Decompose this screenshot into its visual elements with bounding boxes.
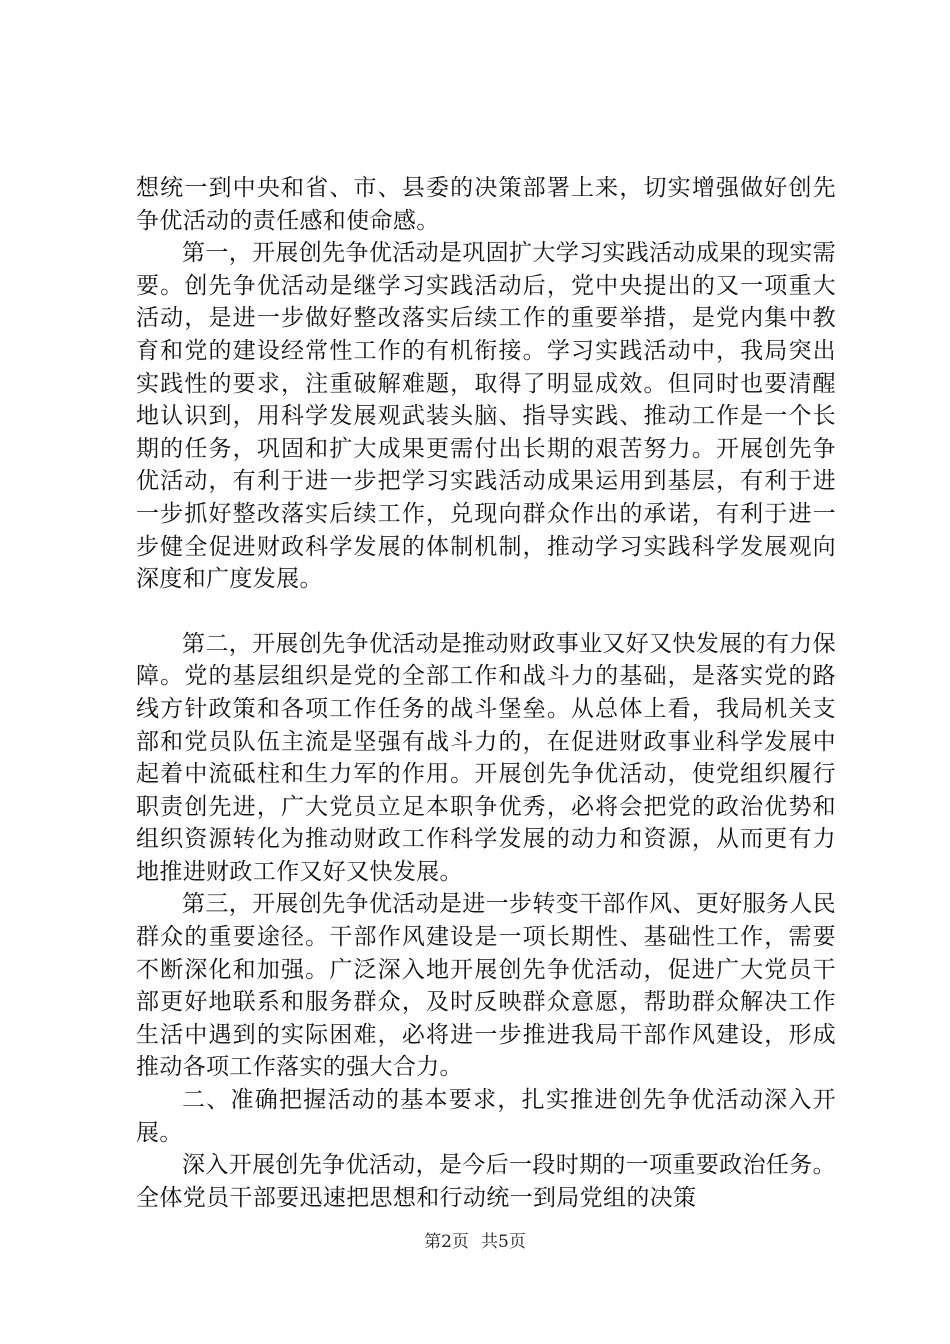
page-total: 共5页 xyxy=(481,1232,526,1252)
paragraph-first-point: 第一，开展创先争优活动是巩固扩大学习实践活动成果的现实需要。创先争优活动是继学习实践活动后，党中央提出的又一项重大活动，是进一步做好整改落实后续工作的重要举措，是党内集中教育和党的建设经常性工作的有机衔接。学习实践活动中，我局突出实践性的要求，注重破解难题，取得了明显成效。但同时也要清醒地认识到，用科学发展观武装头脑、指导实践、推动工作是一个长期的任务，巩固和扩大成果更需付出长期的艰苦努力。开展创先争优活动，有利于进一步把学习实践活动成果运用到基层，有利于进一步抓好整改落实后续工作，兑现向群众作出的承诺，有利于进一步健全促进财政科学发展的体制机制，推动学习实践科学发展观向深度和广度发展。 xyxy=(136,240,836,593)
paragraph-second-point: 第二，开展创先争优活动是推动财政事业又好又快发展的有力保障。党的基层组织是党的全部工作和战斗力的基础，是落实党的路线方针政策和各项工作任务的战斗堡垒。从总体上看，我局机关支部和党员队伍主流是坚强有战斗力的，在促进财政事业科学发展中起着中流砥柱和生力军的作用。开展创先争优活动，使党组织履行职责创先进，广大党员立足本职争优秀，必将会把党的政治优势和组织资源转化为推动财政工作科学发展的动力和资源，从而更有力地推进财政工作又好又快发展。 xyxy=(136,630,836,885)
page-number: 第2页 xyxy=(424,1232,469,1252)
section-heading-two: 二、准确把握活动的基本要求，扎实推进创先争优活动深入开展。 xyxy=(136,1087,836,1146)
page-footer xyxy=(0,1232,950,1252)
paragraph-third-point: 第三，开展创先争优活动是进一步转变干部作风、更好服务人民群众的重要途径。干部作风建设是一项长期性、基础性工作，需要不断深化和加强。广泛深入地开展创先争优活动，促进广大党员干部更好地联系和服务群众，及时反映群众意愿，帮助群众解决工作生活中遇到的实际困难，必将进一步推进我局干部作风建设，形成推动各项工作落实的强大合力。 xyxy=(136,891,836,1081)
document-body xyxy=(136,172,836,1214)
paragraph-continuation: 想统一到中央和省、市、县委的决策部署上来，切实增强做好创先争优活动的责任感和使命感。 xyxy=(136,175,836,234)
paragraph-section-two-intro: 深入开展创先争优活动，是今后一段时期的一项重要政治任务。全体党员干部要迅速把思想和行动统一到局党组的决策 xyxy=(136,1152,836,1211)
